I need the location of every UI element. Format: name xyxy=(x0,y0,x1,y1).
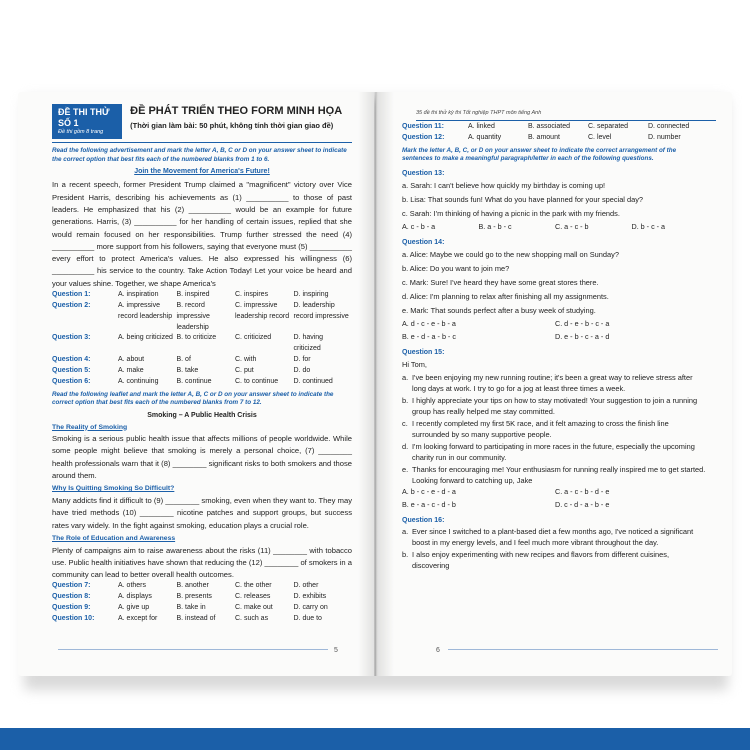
question-label: Question 8: xyxy=(52,593,91,601)
question-13-answers xyxy=(402,221,708,233)
answer-option: D. connected xyxy=(648,123,690,130)
answer-option: A. continuing xyxy=(118,377,159,385)
answer-option: B. take xyxy=(176,366,199,374)
dialogue-line: c. Sarah: I'm thinking of having a picnic in the park with my friends. xyxy=(402,208,620,218)
right-page-content xyxy=(402,122,708,572)
item-text: I'm looking forward to participating in more races in the future, especially the upcoming charity run in our community. xyxy=(412,441,695,463)
letter-item xyxy=(402,526,708,549)
dialogue-line: d. Alice: I'm planning to relax after finishing all my assignments. xyxy=(402,292,609,302)
answer-option: C. criticized xyxy=(235,334,272,342)
answer-option: D. having criticized xyxy=(293,334,324,353)
answer-option: D. carry on xyxy=(293,604,328,612)
page-number-left: 5 xyxy=(334,647,338,654)
passage-2-para-3: Plenty of campaigns aim to raise awareness about the risks (11) ________ with tobacco use. Public health initiatives have shown that reducing the (12) ________ of smokers in a community can lead to better overall health outcomes. xyxy=(52,545,352,580)
answer-option: B. take in xyxy=(176,604,206,612)
answer-row xyxy=(402,331,708,343)
question-16-label: Question 16: xyxy=(402,516,445,524)
question-label: Question 10: xyxy=(52,614,95,622)
answer-option: B. continue xyxy=(176,377,212,385)
question-row xyxy=(52,614,352,625)
letter-item xyxy=(402,395,708,418)
footer-rule-right xyxy=(448,649,718,650)
question-row xyxy=(52,581,352,592)
question-16 xyxy=(402,516,708,572)
question-row xyxy=(52,333,352,355)
answer-option: A. about xyxy=(118,356,145,364)
passage-2-subheading-2: Why Is Quitting Smoking So Difficult? xyxy=(52,485,175,493)
page-number-right: 6 xyxy=(436,647,440,654)
answer-option: B. of xyxy=(176,356,191,364)
answer-option: B. another xyxy=(176,582,209,590)
answer-option: A. others xyxy=(118,582,147,590)
item-text: I've been enjoying my new running routine; it's been a great way to relieve stress after long days at work. I try to go for a jog at least three times a week. xyxy=(412,372,693,394)
question-15-answers xyxy=(402,486,708,510)
item-key: e. xyxy=(402,464,409,474)
passage-2-para-1: Smoking is a serious public health issue that affects millions of people worldwide. While some people might believe that smoking is merely a personal choice, (7) ________ health professionals warn that it (8) ________ significant risks to both smokers and those around them. xyxy=(52,434,352,481)
question-label: Question 5: xyxy=(52,366,91,374)
dialogue-line: a. Sarah: I can't believe how quickly my birthday is coming up! xyxy=(402,180,606,190)
question-13-label: Question 13: xyxy=(402,169,445,177)
answer-option: C. to continue xyxy=(235,377,279,385)
item-text: I highly appreciate your tips on how to stay motivated! Your suggestion to join a running group has really helped me stay committed. xyxy=(412,395,698,417)
answer-option: A. d - c - e - b - a xyxy=(402,319,456,329)
answer-option: C. releases xyxy=(235,593,271,601)
question-row xyxy=(402,122,708,133)
question-14-lines xyxy=(402,248,708,318)
letter-greeting: Hi Tom, xyxy=(402,359,427,369)
letter-item xyxy=(402,418,708,441)
answer-option: D. inspiring xyxy=(293,291,329,298)
answer-option: B. a - b - c xyxy=(478,221,512,231)
questions-7-10 xyxy=(52,581,352,624)
exam-number: ĐỀ THI THỬ SỐ 1 xyxy=(58,107,110,128)
bottom-brand-bar xyxy=(0,728,750,750)
book-spine-gutter xyxy=(358,92,394,676)
question-row xyxy=(402,133,708,144)
answer-option: D. continued xyxy=(293,377,333,385)
answer-option: C. make out xyxy=(235,604,273,612)
answer-option: D. leadership record impressive xyxy=(293,301,349,320)
exam-title: ĐỀ PHÁT TRIỂN THEO FORM MINH HỌA xyxy=(130,105,343,117)
answer-option: B. inspired xyxy=(176,291,210,298)
dialogue-line: b. Alice: Do you want to join me? xyxy=(402,264,510,274)
answer-option: A. being criticized xyxy=(118,334,173,342)
left-page xyxy=(18,92,374,676)
answer-option: C. level xyxy=(588,133,612,141)
item-key: b. xyxy=(402,395,409,405)
answer-option: A. linked xyxy=(468,123,495,130)
question-15-label: Question 15: xyxy=(402,348,445,356)
question-14 xyxy=(402,238,708,343)
answer-option: B. record impressive leadership xyxy=(176,301,210,331)
question-13 xyxy=(402,169,708,233)
exam-header xyxy=(52,104,352,139)
letter-item xyxy=(402,549,708,572)
question-14-answers xyxy=(402,318,708,342)
answer-option: D. e - b - c - a - d xyxy=(555,331,610,341)
answer-option: D. b - c - a xyxy=(631,221,666,231)
item-key: a. xyxy=(402,526,409,536)
dialogue-line: e. Mark: That sounds perfect after a busy week of studying. xyxy=(402,306,596,316)
answer-option: A. give up xyxy=(118,604,150,612)
question-label: Question 3: xyxy=(52,334,91,342)
answer-option: A. inspiration xyxy=(118,291,159,298)
running-head-rule xyxy=(416,120,716,121)
question-label: Question 4: xyxy=(52,356,91,364)
passage-2-subheading-1: The Reality of Smoking xyxy=(52,423,128,431)
question-label: Question 9: xyxy=(52,604,91,612)
dialogue-line: b. Lisa: That sounds fun! What do you have planned for your special day? xyxy=(402,194,644,204)
question-row xyxy=(52,301,352,334)
question-16-items xyxy=(402,526,708,572)
running-head: 35 đề thi thử kỳ thi Tốt nghiệp THPT môn tiếng Anh xyxy=(416,110,542,116)
item-key: a. xyxy=(402,372,409,382)
answer-option: B. instead of xyxy=(176,614,216,622)
answer-option: B. associated xyxy=(528,123,571,130)
answer-option: A. impressive record leadership xyxy=(118,301,173,320)
answer-option: B. amount xyxy=(528,133,560,141)
answer-option: D. due to xyxy=(293,614,322,622)
question-label: Question 11: xyxy=(402,123,445,130)
passage-1-text: In a recent speech, former President Trump claimed a "magnificent" victory over Vice President Harris, describing his achievements as (1) __________ to those of past leaders. He emphasized that his (2) __________ would be an example for future generations. Harris, (3) __________ for her handling of certain issues, replied that she would remain focused on her responsibilities. Trump further stressed the need (4) __________ more support from his followers, saying that everyone must (5) __________ every effort to protect America's values. He also expressed his willingness (6) __________ his service to the country. Take Action Today! Let your voice be heard and your values shine. Together, we shape America's xyxy=(52,180,352,288)
item-key: c. xyxy=(402,418,408,428)
question-row xyxy=(52,592,352,603)
answer-option: D. do xyxy=(293,366,311,374)
question-row xyxy=(52,603,352,614)
question-row xyxy=(52,366,352,377)
answer-option: D. for xyxy=(293,356,311,364)
letter-item xyxy=(402,441,708,464)
question-row xyxy=(52,377,352,388)
answer-option: A. quantity xyxy=(468,133,502,141)
passage-2-subheading-3: The Role of Education and Awareness xyxy=(52,534,176,542)
answer-option: C. a - c - b - d - e xyxy=(555,487,610,497)
answer-option: C. such as xyxy=(235,614,269,622)
item-text: Ever since I switched to a plant-based diet a few months ago, I've noticed a significant boost in my energy levels, and I feel much more vibrant throughout the day. xyxy=(412,526,694,548)
question-14-label: Question 14: xyxy=(402,239,445,247)
instruction-2: Read the following leaflet and mark the letter A, B, C or D on your answer sheet to indicate the correct option that best fits each of the numbered blanks from 7 to 12. xyxy=(52,390,334,407)
answer-option: B. presents xyxy=(176,593,212,601)
answer-option: D. exhibits xyxy=(293,593,327,601)
item-text: I also enjoy experimenting with new recipes and flavors from different cuisines, discovering xyxy=(412,549,670,571)
answer-option: D. c - d - a - b - e xyxy=(555,499,610,509)
answer-option: D. other xyxy=(293,582,319,590)
exam-pages: Đề thi gồm 8 trang xyxy=(58,128,104,135)
answer-option: C. separated xyxy=(588,123,629,130)
dialogue-line: c. Mark: Sure! I've heard they have some great stores there. xyxy=(402,278,599,288)
question-row xyxy=(52,290,352,301)
answer-option: C. inspires xyxy=(235,291,269,298)
item-key: d. xyxy=(402,441,409,451)
answer-option: A. except for xyxy=(118,614,158,622)
answer-option: B. e - d - a - b - c xyxy=(402,331,456,341)
answer-option: A. make xyxy=(118,366,144,374)
footer-rule xyxy=(58,649,328,650)
passage-2-title: Smoking – A Public Health Crisis xyxy=(147,411,257,419)
question-row xyxy=(52,355,352,366)
answer-option: C. impressive leadership record xyxy=(235,301,290,320)
questions-1-6 xyxy=(52,290,352,388)
item-text: Thanks for encouraging me! Your enthusiasm for running really inspired me to get started. Looking forward to catching up, Jake xyxy=(412,464,706,485)
open-book xyxy=(18,88,734,688)
exam-number-box xyxy=(52,104,122,139)
answer-option: B. e - a - c - d - b xyxy=(402,499,456,509)
answer-row xyxy=(402,318,708,330)
answer-option: A. c - b - a xyxy=(402,221,436,231)
item-key: b. xyxy=(402,549,409,559)
answer-row xyxy=(402,499,708,511)
passage-2-para-2: Many addicts find it difficult to (9) ________ smoking, even when they want to. They may have tried methods (10) ________ nicotine patches and support groups, but success rates vary widely. In the fight against smoking, education plays a crucial role. xyxy=(52,496,352,530)
letter-item xyxy=(402,464,708,487)
questions-11-12 xyxy=(402,122,708,144)
exam-title-block xyxy=(130,104,342,131)
answer-option: A. displays xyxy=(118,593,152,601)
instruction-1: Read the following advertisement and mark the letter A, B, C or D on your answer sheet to indicate the correct option that best fits each of the numbered blanks from 1 to 6. xyxy=(52,147,347,163)
answer-option: C. the other xyxy=(235,582,272,590)
answer-row xyxy=(402,486,708,498)
answer-option: C. with xyxy=(235,356,257,364)
passage-1-title: Join the Movement for America's Future! xyxy=(134,168,270,176)
answer-option: A. b - c - e - d - a xyxy=(402,487,456,497)
instruction-3: Mark the letter A, B, C, or D on your answer sheet to indicate the correct arrangement of the sentences to make a meaningful paragraph/letter in each of the following questions. xyxy=(402,146,677,163)
question-label: Question 1: xyxy=(52,291,91,298)
question-label: Question 2: xyxy=(52,301,91,309)
header-divider xyxy=(52,142,352,143)
exam-subtitle: (Thời gian làm bài: 50 phút, không tính thời gian giao đề) xyxy=(130,120,334,130)
answer-option: B. to criticize xyxy=(176,334,217,342)
question-15-items xyxy=(402,372,708,487)
letter-item xyxy=(402,372,708,395)
right-page xyxy=(376,92,732,676)
dialogue-line: a. Alice: Maybe we could go to the new shopping mall on Sunday? xyxy=(402,249,619,259)
item-text: I recently completed my first 5K race, and it felt amazing to cross the finish line surrounded by so many supportive people. xyxy=(412,418,669,440)
answer-option: C. d - e - b - c - a xyxy=(555,319,610,329)
question-15 xyxy=(402,348,708,511)
question-label: Question 12: xyxy=(402,133,445,141)
answer-option: D. number xyxy=(648,133,681,141)
question-label: Question 7: xyxy=(52,582,91,590)
answer-option: C. a - c - b xyxy=(555,221,589,231)
answer-option: C. put xyxy=(235,366,254,374)
question-13-lines xyxy=(402,179,708,221)
left-page-content xyxy=(52,104,352,625)
question-label: Question 6: xyxy=(52,377,91,385)
